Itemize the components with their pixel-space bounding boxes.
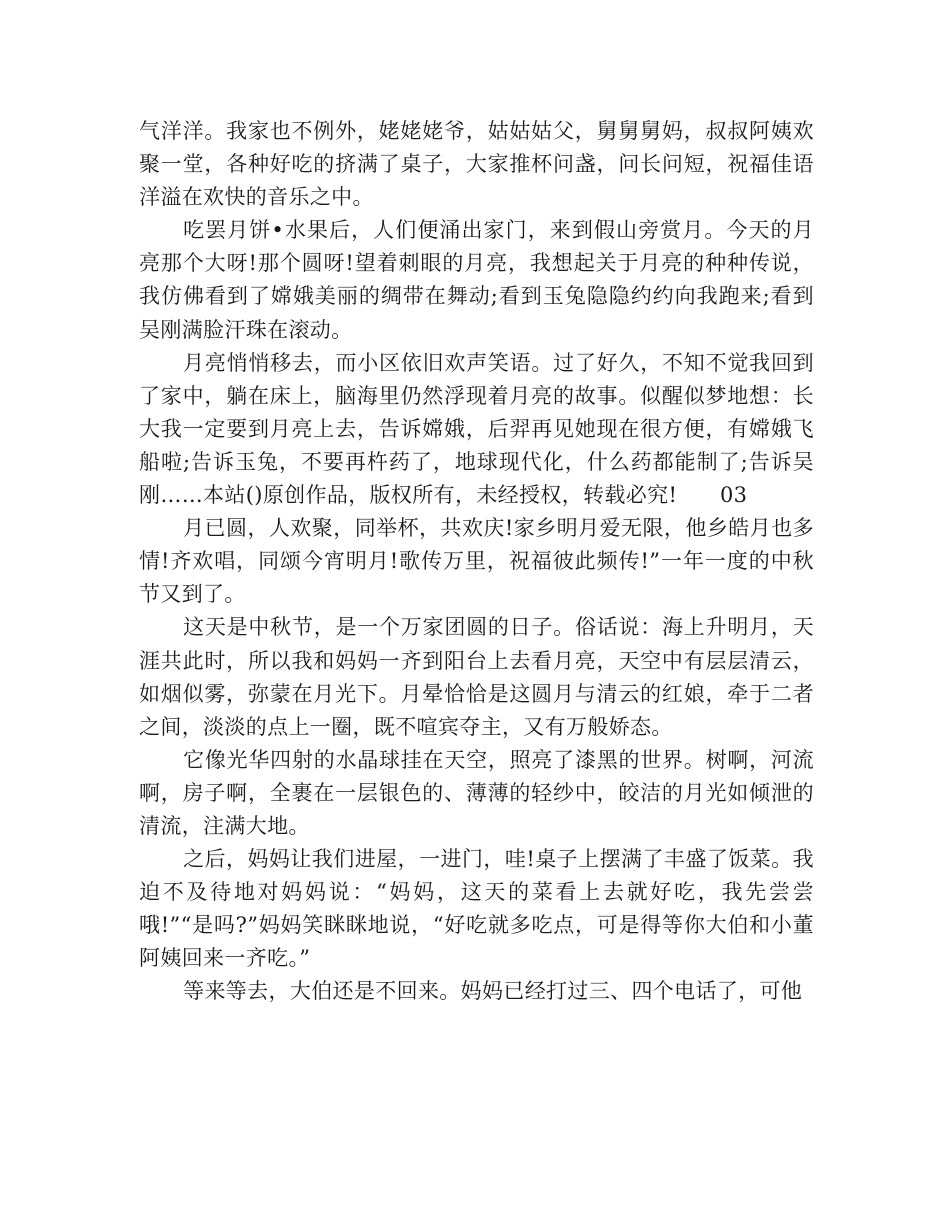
paragraph: 之后，妈妈让我们进屋，一进门，哇!桌子上摆满了丰盛了饭菜。我迫不及待地对妈妈说：“妈妈，这天的菜看上去就好吃，我先尝尝哦!”“是吗?”妈妈笑眯眯地说，“好吃就多吃点，可是得等你大伯和小董阿姨回来一齐吃。” xyxy=(139,847,814,971)
paragraph: 月已圆，人欢聚，同举杯，共欢庆!家乡明月爱无限，他乡皓月也多情!齐欢唱，同颂今宵明月!歌传万里，祝福彼此频传!”一年一度的中秋节又到了。 xyxy=(139,516,814,607)
paragraph-continuation: 气洋洋。我家也不例外，姥姥姥爷，姑姑姑父，舅舅舅妈，叔叔阿姨欢聚一堂，各种好吃的挤满了桌子，大家推杯问盏，问长问短，祝福佳语洋溢在欢快的音乐之中。 xyxy=(139,119,814,210)
paragraph: 月亮悄悄移去，而小区依旧欢声笑语。过了好久，不知不觉我回到了家中，躺在床上，脑海里仍然浮现着月亮的故事。似醒似梦地想：长大我一定要到月亮上去，告诉嫦娥，后羿再见她现在很方便，有嫦娥飞船啦;告诉玉兔，不要再杵药了，地球现代化，什么药都能制了;告诉吴刚……本站()原创作品，版权所有，未经授权，转载必究! 03 xyxy=(139,350,814,508)
paragraph: 这天是中秋节，是一个万家团圆的日子。俗话说：海上升明月，天涯共此时，所以我和妈妈一齐到阳台上去看月亮，天空中有层层清云，如烟似雾，弥蒙在月光下。月晕恰恰是这圆月与清云的红娘，牵于二者之间，淡淡的点上一圈，既不喧宾夺主，又有万般娇态。 xyxy=(139,615,814,739)
article-body xyxy=(139,115,814,1009)
paragraph: 等来等去，大伯还是不回来。妈妈已经打过三、四个电话了，可他 xyxy=(183,979,803,1004)
paragraph: 吃罢月饼•水果后，人们便涌出家门，来到假山旁赏月。今天的月亮那个大呀!那个圆呀!望着刺眼的月亮，我想起关于月亮的种种传说，我仿佛看到了嫦娥美丽的绸带在舞动;看到玉兔隐隐约约向我跑来;看到吴刚满脸汗珠在滚动。 xyxy=(139,218,814,342)
paragraph: 它像光华四射的水晶球挂在天空，照亮了漆黑的世界。树啊，河流啊，房子啊，全裹在一层银色的、薄薄的轻纱中，皎洁的月光如倾泄的清流，注满大地。 xyxy=(139,747,814,838)
